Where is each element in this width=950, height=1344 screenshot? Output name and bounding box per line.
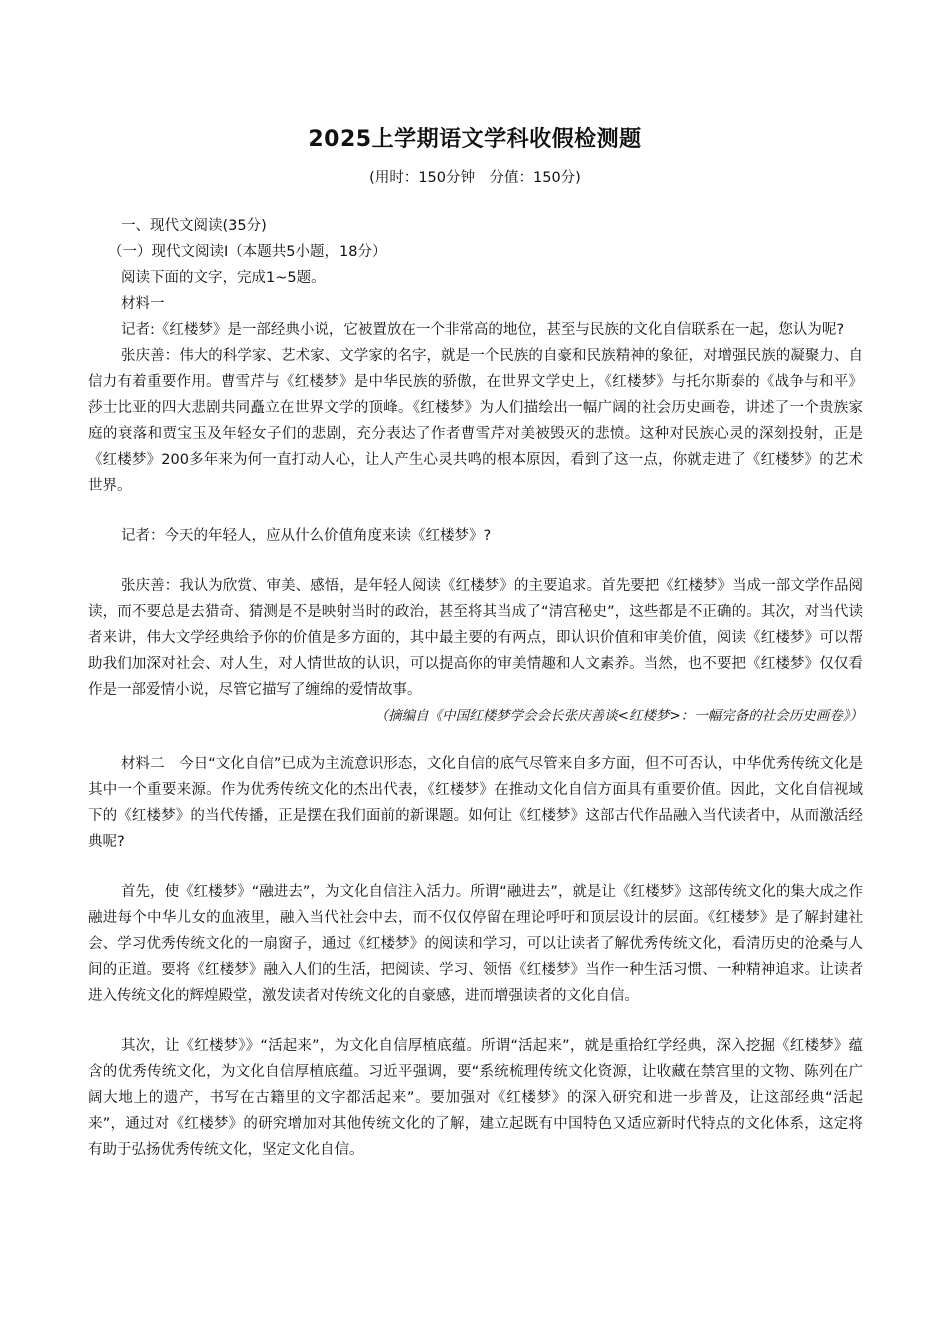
paragraph: 首先，使《红楼梦》“融进去”，为文化自信注入活力。所谓“融进去”，就是让《红楼梦》这部传统文化的集大成之作融进每个中华儿女的血液里，融入当代社会中去，而不仅仅停留在理论呼吁和顶层设计的层面。《红楼梦》是了解封建社会、学习优秀传统文化的一扇窗子，通过《红楼梦》的阅读和学习，可以让读者了解优秀传统文化，看清历史的沧桑与人间的正道。要将《红楼梦》融入人们的生活，把阅读、学习、领悟《红楼梦》当作一种生活习惯、一种精神追求。让读者进入传统文化的辉煌殿堂，激发读者对传统文化的自豪感，进而增强读者的文化自信。 (88, 884, 863, 1004)
paragraph: 记者:《红楼梦》是一部经典小说，它被置放在一个非常高的地位，甚至与民族的文化自信联系在一起，您认为呢? (121, 322, 845, 338)
source-citation: （摘编自《中国红楼梦学会会长张庆善谈<红楼梦>：一幅完备的社会历史画卷》） (374, 708, 863, 724)
page-title: 2025上学期语文学科收假检测题 (308, 127, 642, 152)
paragraph: 材料二 今日“文化自信”已成为主流意识形态，文化自信的底气尽管来自多方面，但不可否认，中华优秀传统文化是其中一个重要来源。作为优秀传统文化的杰出代表，《红楼梦》在推动文化自信方面具有重要价值。因此，文化自信视域下的《红楼梦》的当代传播，正是摆在我们面前的新课题。如何让《红楼梦》这部古代作品融入当代读者中，从而激活经典呢? (88, 756, 863, 850)
paragraph: 张庆善：伟大的科学家、艺术家、文学家的名字，就是一个民族的自豪和民族精神的象征，对增强民族的凝聚力、自信力有着重要作用。曹雪芹与《红楼梦》是中华民族的骄傲，在世界文学史上，《红楼梦》与托尔斯泰的《战争与和平》莎士比亚的四大悲剧共同矗立在世界文学的顶峰。《红楼梦》为人们描绘出一幅广阔的社会历史画卷，讲述了一个贵族家庭的衰落和贾宝玉及年轻女子们的悲剧，充分表达了作者曹雪芹对美被毁灭的悲愤。这种对民族心灵的深刻投射，正是《红楼梦》200多年来为何一直打动人心，让人产生心灵共鸣的根本原因，看到了这一点，你就走进了《红楼梦》的艺术世界。 (88, 348, 863, 494)
instruction-text: 阅读下面的文字，完成1~5题。 (121, 270, 326, 286)
material-label: 材料一 (121, 296, 165, 312)
paragraph: 其次，让《红楼梦》》“活起来”，为文化自信厚植底蕴。所谓“活起来”，就是重拾红学经典，深入挖掘《红楼梦》蕴含的优秀传统文化，为文化自信厚植底蕴。习近平强调，要“系统梳理传统文化资源，让收藏在禁宫里的文物、陈列在广阔大地上的遗产，书写在古籍里的文字都活起来”。要加强对《红楼梦》的深入研究和进一步普及，让这部经典“活起来”，通过对《红楼梦》的研究增加对其他传统文化的了解，建立起既有中国特色又适应新时代特点的文化体系，这定将有助于弘扬优秀传统文化，坚定文化自信。 (88, 1038, 863, 1158)
paragraph: 张庆善：我认为欣赏、审美、感悟，是年轻人阅读《红楼梦》的主要追求。首先要把《红楼梦》当成一部文学作品阅读，而不要总是去猎奇、猜测是不是映射当时的政治，甚至将其当成了“清宫秘史”，这些都是不正确的。其次，对当代读者来讲，伟大文学经典给予你的价值是多方面的，其中最主要的有两点，即认识价值和审美价值，阅读《红楼梦》可以帮助我们加深对社会、对人生，对人情世故的认识，可以提高你的审美情趣和人文素养。当然，也不要把《红楼梦》仅仅看作是一部爱情小说，尽管它描写了缠绵的爱情故事。 (88, 578, 863, 698)
exam-meta: (用时：150分钟 分值：150分) (369, 170, 581, 186)
paragraph: 记者：今天的年轻人，应从什么价值角度来读《红楼梦》? (121, 528, 492, 544)
document-body (88, 213, 863, 1163)
section-heading: 一、现代文阅读(35分) (121, 218, 267, 234)
subsection-heading: （一）现代文阅读Ⅰ（本题共5小题，18分） (108, 244, 387, 260)
